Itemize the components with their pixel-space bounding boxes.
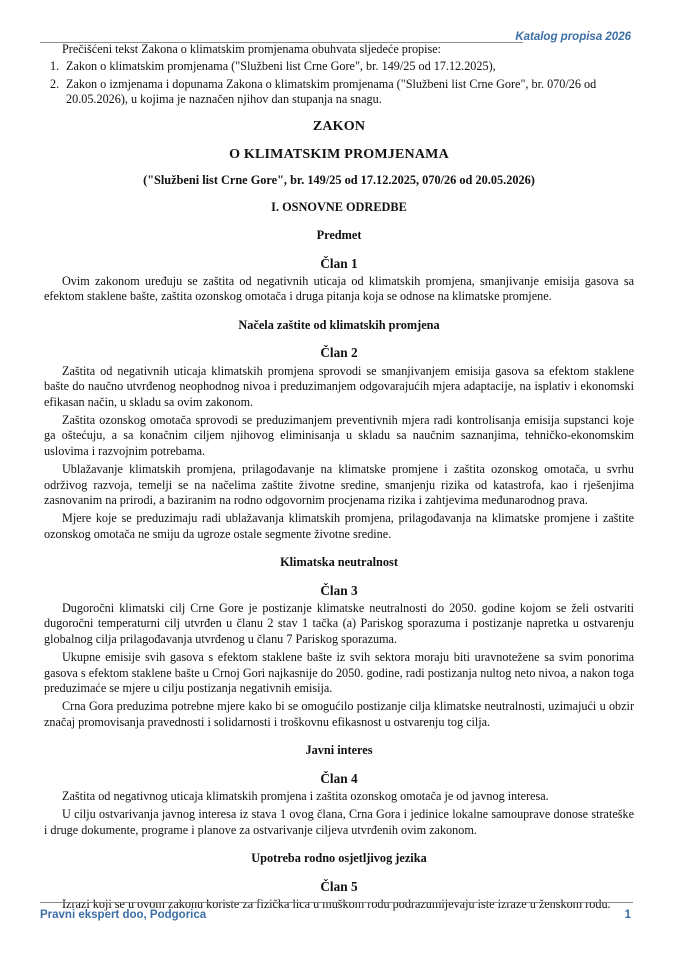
- article-paragraph: Dugoročni klimatski cilj Crne Gore je postizanje klimatske neutralnosti do 2050. godine kojom se želi ostvariti dugoročni temperaturni cilj utvrđen u članu 2 stav 1 tačka (a) Pariskog sporazuma i postizanje napretka u ostvarenju globalnog cilja prilagođavanja utvrđenog u članu 7 Pariskog sporazuma.: [44, 600, 634, 646]
- page-number: 1: [624, 909, 631, 921]
- article-paragraph: Ovim zakonom uređuju se zaštita od negativnih uticaja od klimatskih promjena, smanjivanje emisija gasova sa efektom staklene bašte, zaštita ozonskog omotača i druga pitanja koja se odnose na klimatske promjene.: [44, 274, 634, 304]
- intro-item-text: Zakon o izmjenama i dopunama Zakona o klimatskim promjenama ("Službeni list Crne Gore", br. 070/26 od 20.05.2026), u kojima je naznačen njihov dan stupanja na snagu.: [66, 76, 597, 107]
- document-body: [44, 42, 634, 912]
- intro-item: [44, 59, 634, 74]
- article-paragraph: U cilju ostvarivanja javnog interesa iz stava 1 ovog člana, Crna Gora i jedinice lokalne samouprave donose strateške i druge dokumente, programe i planove za ostvarivanje ciljeva utvrđenih ovim zakonom.: [44, 807, 634, 837]
- intro-item-number: 2.: [50, 76, 60, 91]
- article-paragraph: Ublažavanje klimatskih promjena, prilagođavanje na klimatske promjene i zaštita ozonskog omotača, u svrhu održivog razvoja, temelji se na načelima zaštite životne sredine, smanjenju rizika od katastrofa, kao i rješenjima zasnovanim na prirodi, a baziranim na rodno odgovornim procjenama rizika i zahtjevima međunarodnog prava.: [44, 462, 634, 507]
- article-heading: Predmet: [316, 228, 362, 243]
- article-paragraph: Ukupne emisije svih gasova s efektom staklene bašte iz svih sektora moraju biti uravnotežene sa svim ponorima gasova s efektom staklene bašte u Crnoj Gori najkasnije do 2050. godine, radi postizanja nultog neto nivoa, a nakon toga preduzimaće se mjere u cilju postizanja negativnih emisija.: [44, 650, 634, 695]
- article-label: Član 2: [320, 345, 358, 361]
- article-label: Član 3: [320, 582, 358, 598]
- article-heading: Klimatska neutralnost: [280, 555, 398, 570]
- article-paragraph: Zaštita od negativnog uticaja klimatskih promjena i zaštita ozonskog omotača je od javnog interesa.: [62, 789, 549, 804]
- intro-lead: Prečišćeni tekst Zakona o klimatskim promjenama obuhvata sljedeće propise:: [62, 42, 442, 56]
- article-heading: Javni interes: [305, 743, 373, 758]
- section-heading: I. OSNOVNE ODREDBE: [271, 199, 407, 214]
- article-paragraph: Izrazi koji se u ovom zakonu koriste za fizička lica u muškom rodu podrazumijevaju iste izraze u ženskom rodu.: [62, 897, 611, 912]
- law-title: ZAKON: [312, 118, 366, 134]
- article-paragraph: Crna Gora preduzima potrebne mjere kako bi se omogućilo postizanje cilja klimatske neutralnosti, uzimajući u obzir značaj promovisanja pravednosti i solidarnosti i troškovnu efikasnost u ostvarenju tog cilja.: [44, 699, 634, 729]
- intro-item: [44, 77, 634, 108]
- article-label: Član 1: [320, 255, 358, 271]
- intro-item-text: Zakon o klimatskim promjenama ("Službeni list Crne Gore", br. 149/25 od 17.12.2025),: [66, 59, 496, 74]
- intro-item-number: 1.: [50, 59, 60, 74]
- header-title: Katalog propisa 2026: [515, 31, 631, 43]
- intro-list: [44, 59, 634, 107]
- page-footer: [40, 902, 633, 929]
- article-label: Član 5: [320, 878, 358, 894]
- article-paragraph: Zaštita od negativnih uticaja klimatskih promjena sprovodi se smanjivanjem emisija gasova sa efektom staklene bašte do naučno utvrđenog neophodnog nivoa i preduzimanjem odgovarajućih mjera adaptacije, na isplativ i ekonomski efikasan način, u skladu sa ovim zakonom.: [44, 363, 634, 409]
- article-heading: Upotreba rodno osjetljivog jezika: [251, 851, 427, 866]
- article-paragraph: Mjere koje se preduzimaju radi ublažavanja klimatskih promjena, prilagođavanja na klimatske promjene i zaštite ozonskog omotača ne smiju da ugroze ostale segmente životne sredine.: [44, 511, 634, 541]
- article-paragraph: Zaštita ozonskog omotača sprovodi se preduzimanjem preventivnih mjera radi kontrolisanja emisija supstanci koje ga oštećuju, a sa konačnim ciljem njihovog eliminisanja u skladu sa naučnim saznanjima, tehničko-ekonomskim uslovima i razvojnim potrebama.: [44, 412, 634, 458]
- article-heading: Načela zaštite od klimatskih promjena: [238, 317, 440, 332]
- gazette-reference: ("Službeni list Crne Gore", br. 149/25 od 17.12.2025, 070/26 od 20.05.2026): [143, 173, 535, 188]
- law-subtitle: O KLIMATSKIM PROMJENAMA: [229, 147, 449, 163]
- footer-publisher: Pravni ekspert doo, Podgorica: [40, 909, 207, 921]
- article-label: Član 4: [320, 770, 358, 786]
